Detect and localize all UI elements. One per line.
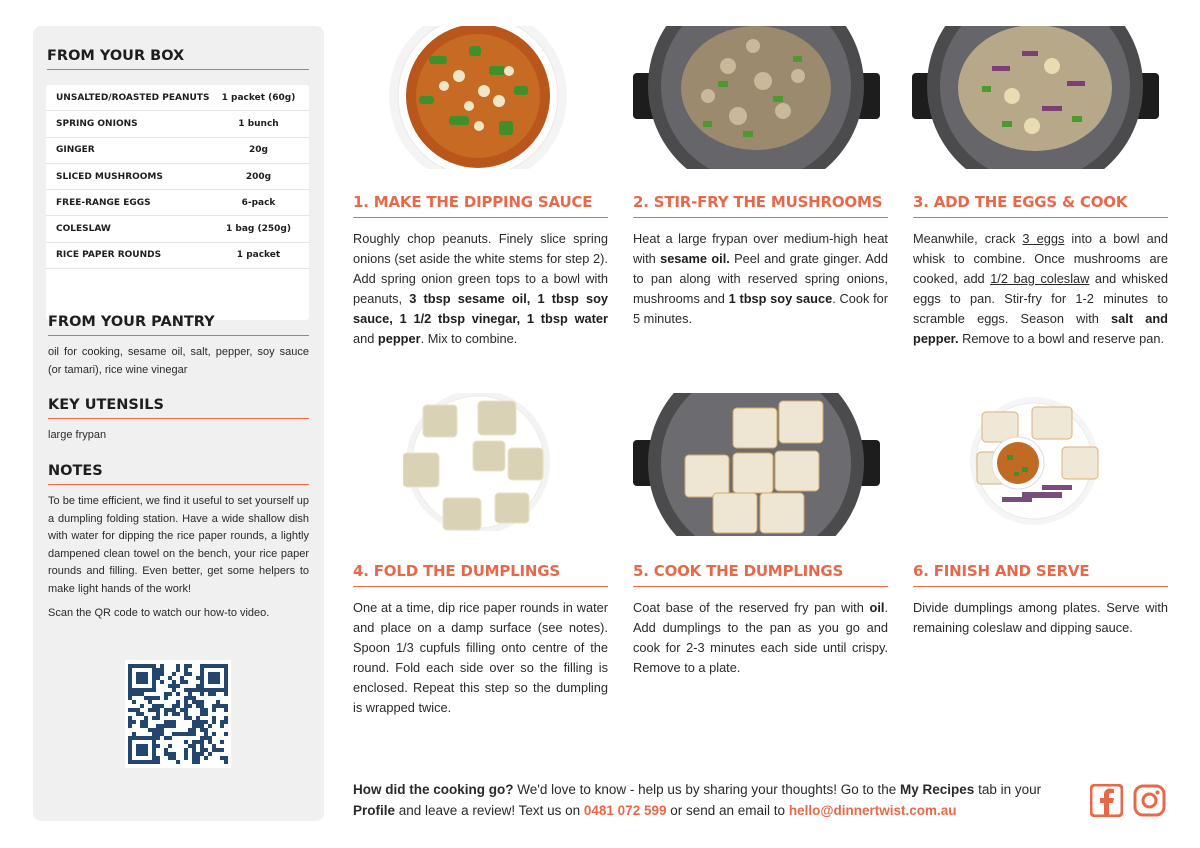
ingredient-qty: 200g [245,171,272,182]
step-body [913,229,1168,349]
step-text-run: oil [869,600,885,615]
step-1 [353,193,608,349]
ingredient-qty: 1 packet (60g) [221,92,296,103]
facebook-icon[interactable] [1090,784,1123,817]
utensils-text: large frypan [48,429,107,441]
step-title: 2. STIR-FRY THE MUSHROOMS [633,193,888,218]
email-link[interactable]: hello@dinnertwist.com.au [788,803,957,818]
photo-folded-dumplings [403,393,553,531]
photo-dumplings-pan [633,393,880,536]
step-text-run: Heat a large frypan over medium-high heat with [633,231,888,266]
ingredient-name: FREE-RANGE EGGS [56,197,151,208]
step-text-run: 1 tbsp soy sauce [728,291,833,306]
ingredient-name: COLESLAW [56,224,111,235]
footer-text: or send an email to [666,803,789,818]
ingredient-qty: 1 packet [236,250,281,261]
ingredient-name: UNSALTED/ROASTED PEANUTS [56,92,210,103]
pantry-text: oil for cooking, sesame oil, salt, pepper, soy sauce (or tamari), rice wine vinegar [48,346,309,376]
ingredient-row [46,164,309,190]
step-2 [633,193,888,329]
step-text-run: and [353,331,378,346]
footer-text: tab in your [974,782,1042,797]
step-5 [633,562,888,678]
footer-text: We'd love to know - help us by sharing your thoughts! Go to the [513,782,901,797]
ingredient-row [46,111,309,137]
step-text-run: sesame oil. [660,251,730,266]
ingredient-name: SLICED MUSHROOMS [56,171,163,182]
ingredients-table [46,85,309,320]
ingredient-row [46,216,309,242]
feedback-footer [353,779,1078,821]
step-body [633,229,888,329]
ingredient-name: GINGER [56,145,95,156]
step-title: 1. MAKE THE DIPPING SAUCE [353,193,608,218]
step-text-run: 3 eggs [1022,231,1065,246]
step-body [633,598,888,678]
step-text-run: Meanwhile, crack [913,231,1023,246]
photo-mushrooms-pan [633,26,880,169]
step-text-run: Coat base of the reserved fry pan with [633,600,870,615]
photo-eggs-pan [912,26,1159,169]
step-text-run: Remove to a bowl and reserve pan. [958,331,1165,346]
step-text-run: 1/2 bag coleslaw [990,271,1090,286]
step-text-run: Roughly chop peanuts. Finely slice spring onions (set aside the white stems for step 2). Add spring onion green tops to a bowl with peanuts, [353,231,608,306]
ingredient-name: RICE PAPER ROUNDS [56,250,162,261]
qr-caption: Scan the QR code to watch our how-to video. [48,607,270,619]
phone-link[interactable]: 0481 072 599 [583,803,667,818]
step-3 [913,193,1168,349]
step-title: 5. COOK THE DUMPLINGS [633,562,888,587]
step-title: 4. FOLD THE DUMPLINGS [353,562,608,587]
my-recipes-link[interactable]: My Recipes [900,782,975,797]
ingredient-qty: 6-pack [241,197,276,208]
ingredient-name: SPRING ONIONS [56,118,138,129]
step-text-run: and whisked eggs to pan. Stir-fry for 1-2 minutes to scramble eggs. Season with [913,271,1168,326]
sidebar [33,26,324,821]
step-4 [353,562,608,718]
ingredient-row [46,85,309,111]
from-your-box-title: FROM YOUR BOX [47,48,309,70]
step-body [353,598,608,718]
profile-link[interactable]: Profile [353,803,396,818]
step-text-run: Peel and grate ginger. Add to pan along with reserved spring onions, mushrooms and [633,251,888,306]
step-text-run: into a bowl and whisk to combine. Once mushrooms are cooked, add [913,231,1168,286]
step-title: 3. ADD THE EGGS & COOK [913,193,1168,218]
step-text-run: pepper [377,331,421,346]
utensils-section [48,397,309,445]
notes-text: To be time efficient, we find it useful to set yourself up a dumpling folding station. Have a wide shallow dish with water for dipping the rice paper rounds, a lightly dampened clean towel on the bench, your rice paper rounds and filling. Even better, get some helpers to make light hands of the work! [48,495,309,595]
step-text-run: salt and pepper. [913,311,1168,346]
step-text-run: 3 tbsp sesame oil, 1 tbsp soy sauce, 1 1/2 tbsp vinegar, 1 tbsp water [353,291,608,326]
instagram-icon[interactable] [1133,784,1166,817]
ingredient-row [46,190,309,216]
step-text-run: One at a time, dip rice paper rounds in water and place on a damp surface (see notes). Spoon 1/3 cupfuls filling onto centre of the round. Fold each side over so the filling is enclosed. Repeat this step so the dumpling is wrapped twice. [353,600,608,715]
footer-text: and leave a review! Text us on [395,803,584,818]
step-body [913,598,1168,638]
ingredient-qty: 20g [249,145,268,156]
photo-served-plate [962,397,1106,525]
utensils-title: KEY UTENSILS [48,397,309,419]
ingredient-row [46,243,309,269]
step-text-run: . Mix to combine. [420,331,518,346]
notes-section [48,463,309,623]
step-text-run: . Add dumplings to the pan as you go and cook for 2-3 minutes each side until crispy. Remove to a plate. [633,600,888,675]
notes-title: NOTES [48,463,309,485]
ingredient-qty: 1 bag (250g) [226,224,291,235]
photo-dipping-sauce [389,26,567,169]
step-text-run: . Cook for 5 minutes. [633,291,888,326]
step-6 [913,562,1168,638]
step-title: 6. FINISH AND SERVE [913,562,1168,587]
qr-code[interactable] [125,660,231,768]
ingredient-qty: 1 bunch [238,118,279,129]
footer-lead: How did the cooking go? [353,782,514,797]
step-text-run: Divide dumplings among plates. Serve with remaining coleslaw and dipping sauce. [913,600,1168,635]
ingredient-row [46,138,309,164]
qr-code-icon [125,660,231,768]
step-body [353,229,608,349]
pantry-title: FROM YOUR PANTRY [48,314,309,336]
pantry-section [48,314,309,379]
